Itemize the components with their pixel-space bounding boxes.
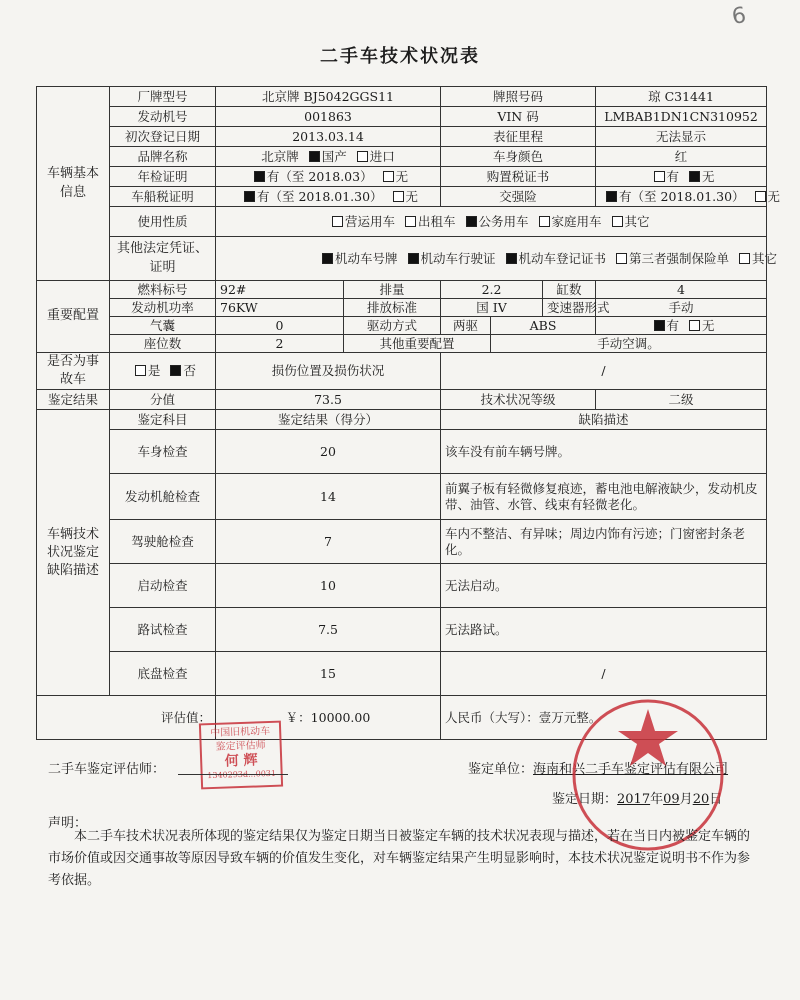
doc-other-checkbox (739, 253, 750, 264)
purchase-tax-no-label: 无 (702, 168, 715, 184)
month-char: 月 (679, 792, 693, 807)
valuation-amount: ￥：10000.00 (216, 696, 441, 740)
drive-value: 两驱 (441, 317, 491, 335)
defect-desc: 该车没有前车辆号牌。 (441, 430, 767, 474)
purchase-tax-yes-checkbox (654, 171, 665, 182)
signature-line (178, 774, 288, 775)
reg-date-value: 2013.03.14 (216, 127, 441, 147)
mileage-value: 无法显示 (596, 127, 767, 147)
grade-value: 二级 (596, 390, 767, 410)
insurance-no-label: 无 (767, 188, 781, 204)
color-label: 车身颜色 (441, 147, 596, 167)
unit-name: 海南和兴二手车鉴定评估有限公司 (533, 762, 729, 777)
insurance-yes-checkbox (606, 191, 617, 202)
inspection-label: 年检证明 (110, 167, 216, 187)
abs-no-checkbox (689, 320, 700, 331)
purchase-tax-yes-label: 有 (666, 168, 680, 184)
insurance-no-checkbox (755, 191, 766, 202)
use-other-label: 其它 (624, 213, 650, 229)
damage-value: / (441, 353, 767, 390)
gearbox-label: 变速器形式 (543, 299, 596, 317)
defect-subject: 底盘检查 (110, 652, 216, 696)
appraiser-label: 二手车鉴定评估师： (48, 762, 166, 777)
day-char: 日 (709, 792, 723, 807)
inspection-value (216, 167, 441, 187)
doc-insurance-checkbox (616, 253, 627, 264)
imported-label: 进口 (369, 148, 395, 164)
document-title: 二手车技术状况表 (320, 46, 480, 67)
purchase-tax-value (596, 167, 767, 187)
use-options (216, 207, 767, 237)
mileage-label: 表征里程 (441, 127, 596, 147)
defect-score: 20 (216, 430, 441, 474)
doc-other-label: 其它 (752, 250, 778, 266)
insurance-yes-label: 有（至 2018.01.30） (619, 188, 745, 204)
doc-registration-checkbox (506, 253, 517, 264)
docs-label: 其他法定凭证、证明 (110, 237, 216, 281)
power-label: 发动机功率 (110, 299, 216, 317)
col-score: 鉴定结果（得分） (216, 410, 441, 430)
power-value: 76KW (216, 299, 344, 317)
fuel-label: 燃料标号 (110, 281, 216, 299)
accident-yes-label: 是 (147, 363, 161, 379)
emission-label: 排放标准 (344, 299, 441, 317)
reg-date-label: 初次登记日期 (110, 127, 216, 147)
displacement-value: 2.2 (441, 281, 543, 299)
plate-value: 琼 C31441 (596, 87, 767, 107)
doc-plate-label: 机动车号牌 (335, 250, 398, 266)
brand-label: 品牌名称 (110, 147, 216, 167)
accident-options (110, 353, 216, 390)
vessel-tax-label: 车船税证明 (110, 187, 216, 207)
result-label: 鉴定结果 (37, 390, 110, 410)
date-day: 20 (692, 792, 710, 807)
defect-score: 7.5 (216, 608, 441, 652)
declaration-title: 声明： (48, 816, 88, 831)
abs-yes-label: 有 (666, 317, 680, 333)
defect-subject: 启动检查 (110, 564, 216, 608)
cylinders-label: 缸数 (543, 281, 596, 299)
defect-subject: 驾驶舱检查 (110, 520, 216, 564)
use-family-label: 家庭用车 (551, 213, 602, 229)
doc-registration-label: 机动车登记证书 (518, 250, 607, 266)
engine-value: 001863 (216, 107, 441, 127)
doc-insurance-label: 第三者强制保险单 (629, 250, 730, 266)
emission-value: 国 IV (441, 299, 543, 317)
seats-label: 座位数 (110, 335, 216, 353)
domestic-label: 国产 (321, 148, 347, 164)
displacement-label: 排量 (344, 281, 441, 299)
defect-desc: 车内不整洁、有异味；周边内饰有污迹；门窗密封条老化。 (441, 520, 767, 564)
use-taxi-label: 出租车 (418, 213, 456, 229)
color-value: 红 (596, 147, 767, 167)
vessel-tax-no-label: 无 (405, 188, 419, 204)
abs-label: ABS (491, 317, 596, 335)
use-label: 使用性质 (110, 207, 216, 237)
vessel-tax-yes-checkbox (244, 191, 255, 202)
col-subject: 鉴定科目 (110, 410, 216, 430)
score-value: 73.5 (216, 390, 441, 410)
stamp-name: 何 辉 (224, 752, 258, 770)
stamp-code: 1340293d...0031 (207, 768, 277, 781)
page-number: 6 (730, 3, 748, 30)
defect-score: 10 (216, 564, 441, 608)
brand-value (216, 147, 441, 167)
use-commercial-label: 营运用车 (345, 213, 396, 229)
section-defects: 车辆技术状况鉴定缺陷描述 (37, 410, 110, 696)
defect-desc: 无法启动。 (441, 564, 767, 608)
inspection-no-checkbox (383, 171, 394, 182)
gearbox-value: 手动 (596, 299, 767, 317)
brand-name: 北京牌 (261, 148, 299, 164)
date-year: 2017 (617, 792, 651, 807)
use-official-checkbox (466, 216, 477, 227)
imported-checkbox (357, 151, 368, 162)
doc-plate-checkbox (322, 253, 333, 264)
declaration-text: 本二手车技术状况表所体现的鉴定结果仅为鉴定日期当日被鉴定车辆的技术状况表现与描述，若在当日内被鉴定车辆的市场价值或因交通事故等原因导致车辆的价值发生变化，对车辆鉴定结果产生明显影响时，本技术状况鉴定说明书不作为参考依据。 (48, 829, 751, 888)
insurance-label: 交强险 (441, 187, 596, 207)
abs-value (596, 317, 767, 335)
drive-label: 驱动方式 (344, 317, 441, 335)
defect-subject: 车身检查 (110, 430, 216, 474)
brand-model-value: 北京牌 BJ5042GGS11 (216, 87, 441, 107)
defect-subject: 发动机舱检查 (110, 474, 216, 520)
engine-label: 发动机号 (110, 107, 216, 127)
stamp-line2: 鉴定评估师 (215, 740, 266, 753)
defect-score: 7 (216, 520, 441, 564)
use-taxi-checkbox (405, 216, 416, 227)
defect-subject: 路试检查 (110, 608, 216, 652)
doc-license-checkbox (408, 253, 419, 264)
defect-desc: / (441, 652, 767, 696)
grade-label: 技术状况等级 (441, 390, 596, 410)
other-config-value: 手动空调。 (491, 335, 767, 353)
cylinders-value: 4 (596, 281, 767, 299)
defect-score: 15 (216, 652, 441, 696)
inspection-yes-label: 有（至 2018.03） (266, 168, 373, 184)
vessel-tax-yes-label: 有（至 2018.01.30） (256, 188, 383, 204)
vessel-tax-value (216, 187, 441, 207)
doc-license-label: 机动车行驶证 (420, 250, 496, 266)
inspection-yes-checkbox (254, 171, 265, 182)
defect-score: 14 (216, 474, 441, 520)
domestic-checkbox (309, 151, 320, 162)
use-commercial-checkbox (332, 216, 343, 227)
vehicle-status-table (36, 86, 781, 740)
vin-value: LMBAB1DN1CN310952 (596, 107, 767, 127)
fuel-value: 92# (216, 281, 344, 299)
score-label: 分值 (110, 390, 216, 410)
section-config: 重要配置 (37, 281, 110, 353)
use-official-label: 公务用车 (478, 213, 529, 229)
defect-desc: 前翼子板有轻微修复痕迹，蓄电池电解液缺少，发动机皮带、油管、水管、线束有轻微老化。 (441, 474, 767, 520)
airbag-label: 气囊 (110, 317, 216, 335)
rmb-value: 壹万元整。 (538, 710, 602, 726)
stamp-line1: 中国旧机动车 (210, 725, 271, 740)
rmb-label: 人民币（大写）： (445, 710, 539, 726)
other-config-label: 其他重要配置 (344, 335, 491, 353)
year-char: 年 (650, 792, 664, 807)
appraiser-stamp (199, 721, 283, 790)
damage-label: 损伤位置及损伤状况 (216, 353, 441, 390)
docs-options (216, 237, 778, 281)
use-other-checkbox (612, 216, 623, 227)
date-label: 鉴定日期： (552, 792, 618, 807)
abs-yes-checkbox (654, 320, 665, 331)
purchase-tax-label: 购置税证书 (441, 167, 596, 187)
vessel-tax-no-checkbox (393, 191, 404, 202)
section-basic-info: 车辆基本信息 (37, 87, 110, 281)
accident-no-label: 否 (183, 363, 196, 379)
unit-label: 鉴定单位： (468, 762, 534, 777)
seats-value: 2 (216, 335, 344, 353)
insurance-value (596, 187, 781, 207)
valuation-label: 评估值： (37, 696, 216, 740)
plate-label: 牌照号码 (441, 87, 596, 107)
accident-label: 是否为事故车 (37, 353, 110, 390)
purchase-tax-no-checkbox (689, 171, 700, 182)
col-desc: 缺陷描述 (441, 410, 767, 430)
accident-yes-checkbox (135, 365, 146, 376)
vin-label: VIN 码 (441, 107, 596, 127)
defect-desc: 无法路试。 (441, 608, 767, 652)
date-month: 09 (663, 792, 680, 807)
abs-no-label: 无 (702, 317, 715, 333)
inspection-no-label: 无 (395, 168, 409, 184)
brand-model-label: 厂牌型号 (110, 87, 216, 107)
airbag-value: 0 (216, 317, 344, 335)
accident-no-checkbox (170, 365, 181, 376)
use-family-checkbox (539, 216, 550, 227)
